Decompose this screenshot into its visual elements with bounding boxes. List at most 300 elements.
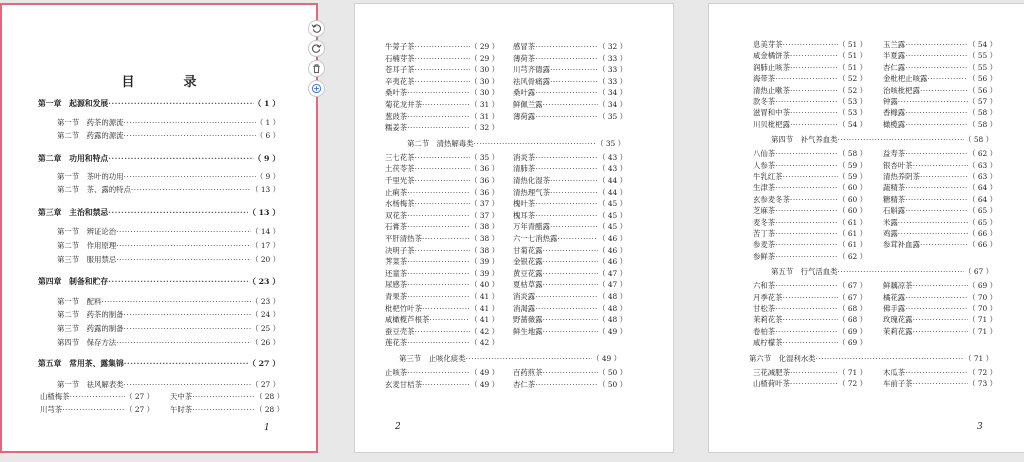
leader-dots (407, 211, 470, 221)
toc-item (753, 86, 867, 96)
leader-dots (905, 206, 968, 216)
leader-dots (535, 164, 598, 174)
leader-dots (775, 252, 838, 262)
entry-page: （ 35 ） (470, 152, 499, 162)
entry-title: 月季花茶 (753, 292, 783, 302)
leader-dots (543, 269, 599, 279)
entry-title: 糖精茶 (883, 194, 906, 204)
toc-item (513, 77, 627, 87)
toc-item (753, 218, 867, 228)
leader-dots (131, 185, 251, 195)
leader-dots (535, 54, 598, 64)
entry-page: （ 27 ） (125, 392, 154, 401)
leader-dots (905, 40, 968, 50)
toc-item (513, 380, 627, 390)
toc-item (513, 211, 627, 221)
leader-dots (535, 112, 598, 122)
entry-page: （ 64 ） (968, 194, 997, 204)
leader-dots (905, 368, 968, 378)
entry-page: （ 61 ） (838, 240, 867, 250)
entry-title: 菊花龙井茶 (385, 100, 422, 109)
toc-item (883, 97, 997, 107)
toc-item (883, 40, 997, 50)
entry-title: 第三节 止咳化痰类 (399, 354, 466, 363)
toc-section (57, 324, 280, 334)
toc-item (385, 211, 499, 221)
entry-page: （ 1 ） (255, 118, 280, 127)
toc-item (513, 292, 627, 302)
entry-page: （ 58 ） (968, 108, 997, 118)
leader-dots (775, 281, 838, 291)
toc-item (753, 51, 867, 61)
leader-dots (415, 65, 471, 75)
leader-dots (783, 40, 839, 50)
delete-page-button[interactable] (308, 60, 325, 77)
entry-page: （ 42 ） (470, 338, 499, 348)
entry-page: （ 24 ） (251, 310, 280, 319)
entry-title: 益寿茶 (883, 149, 906, 159)
entry-page: （ 29 ） (470, 42, 499, 51)
entry-page: （ 9 ） (253, 154, 280, 163)
entry-title: 川芎齐德露 (513, 65, 550, 75)
toc-item (40, 392, 154, 402)
entry-page: （ 28 ） (255, 392, 284, 401)
entry-page: （ 1 ） (253, 99, 280, 108)
leader-dots (920, 240, 968, 250)
leader-dots (543, 368, 599, 378)
toc-item (513, 246, 627, 256)
leader-dots (816, 354, 965, 364)
entry-page: （ 50 ） (598, 368, 627, 377)
entry-title: 石膏茶 (385, 222, 408, 232)
entry-page: （ 23 ） (251, 297, 280, 306)
leader-dots (124, 380, 252, 390)
toc-item (753, 74, 867, 84)
entry-page: （ 50 ） (598, 379, 627, 389)
entry-page: （ 52 ） (838, 85, 867, 95)
entry-page: （ 60 ） (838, 206, 867, 216)
entry-title: 苦丁茶 (753, 229, 776, 238)
entry-page: （ 36 ） (470, 176, 499, 185)
document-page-3[interactable] (708, 3, 1024, 453)
leader-dots (407, 269, 470, 279)
entry-page: （ 68 ） (838, 304, 867, 313)
entry-title: 六一七消热露 (513, 234, 558, 243)
entry-page: （ 14 ） (251, 227, 280, 236)
rotate-right-icon (311, 43, 322, 54)
entry-title: 钟露 (883, 97, 898, 106)
entry-page: （ 70 ） (968, 292, 997, 302)
entry-title: 清热止嗽茶 (753, 85, 790, 95)
leader-dots (913, 315, 969, 325)
entry-page: （ 36 ） (470, 164, 499, 174)
toc-item (385, 188, 499, 198)
toc-item (385, 269, 499, 279)
document-page-2[interactable] (354, 3, 674, 453)
leader-dots (407, 112, 470, 122)
entry-title: 蚕豆壳茶 (385, 326, 415, 336)
leader-dots (415, 176, 471, 186)
entry-page: （ 45 ） (598, 210, 627, 220)
entry-title: 第五章 常用茶、露集锦 (38, 359, 124, 368)
toc-section (57, 118, 280, 128)
leader-dots (913, 281, 969, 291)
entry-page: （ 71 ） (964, 353, 993, 363)
entry-title: 米露 (883, 217, 898, 227)
entry-title: 第二章 功用和特点 (38, 154, 109, 163)
toc-item (385, 234, 499, 244)
entry-title: 消炎露 (513, 292, 536, 301)
entry-title: 止咳茶 (385, 368, 408, 377)
entry-title: 第三节 药露的制备 (57, 324, 124, 333)
leader-dots (108, 208, 248, 218)
entry-page: （ 39 ） (470, 257, 499, 267)
entry-title: 鸡露 (883, 229, 898, 238)
leader-dots (543, 280, 599, 290)
leader-dots (543, 257, 599, 267)
toc-item (753, 97, 867, 107)
entry-page: （ 38 ） (470, 222, 499, 232)
leader-dots (192, 392, 255, 402)
leader-dots (905, 108, 968, 118)
entry-title: 苍耳子茶 (385, 65, 415, 75)
entry-page: （ 58 ） (838, 149, 867, 159)
entry-title: 万年青醋露 (513, 222, 550, 232)
toc-item (170, 392, 284, 402)
toc-section (749, 354, 993, 364)
entry-page: （ 62 ） (968, 149, 997, 159)
leader-dots (407, 88, 470, 98)
entry-title: 生津茶 (753, 183, 776, 193)
toc-item (883, 304, 997, 314)
entry-title: 八仙茶 (753, 149, 776, 159)
leader-dots (905, 120, 968, 130)
entry-title: 三七花茶 (385, 152, 415, 162)
leader-dots (913, 161, 969, 171)
entry-page: （ 54 ） (968, 40, 997, 49)
toc-section (57, 338, 280, 348)
add-page-icon (311, 83, 322, 94)
toc-section (57, 255, 280, 265)
leader-dots (124, 131, 256, 141)
document-page-1[interactable] (0, 3, 318, 453)
entry-page: （ 39 ） (470, 268, 499, 278)
entry-page: （ 71 ） (968, 326, 997, 336)
entry-title: 百药煎茶 (513, 368, 543, 377)
toc-item (385, 123, 499, 133)
leader-dots (550, 222, 598, 232)
entry-title: 野蔷薇露 (513, 315, 543, 325)
leader-dots (790, 379, 838, 389)
toc-item (385, 65, 499, 75)
toc-item (513, 368, 627, 378)
entry-title: 第四节 补气养血类 (771, 135, 838, 145)
entry-page: （ 49 ） (592, 354, 621, 363)
toc-item (513, 65, 627, 75)
entry-page: （ 54 ） (838, 119, 867, 129)
leader-dots (543, 327, 599, 337)
entry-page: （ 35 ） (598, 111, 627, 121)
entry-page: （ 6 ） (255, 131, 280, 140)
entry-title: 杏仁露 (883, 62, 906, 72)
leader-dots (124, 324, 252, 334)
toc-item (385, 246, 499, 256)
entry-title: 第四章 制备和贮存 (38, 277, 109, 286)
toc-item (385, 315, 499, 325)
leader-dots (415, 327, 471, 337)
entry-title: 清热理气茶 (513, 187, 550, 197)
entry-title: 滋胃和中茶 (753, 108, 790, 118)
toc-item (753, 120, 867, 130)
leader-dots (124, 172, 256, 182)
toc-item (40, 405, 154, 415)
leader-dots (557, 234, 598, 244)
toc-section (771, 267, 993, 277)
toc-item (883, 86, 997, 96)
toc-item (385, 54, 499, 64)
entry-page: （ 45 ） (598, 199, 627, 209)
toc-chapter (38, 99, 280, 109)
rotate-left-icon (311, 23, 322, 34)
entry-page: （ 52 ） (838, 74, 867, 84)
leader-dots (783, 338, 839, 348)
entry-title: 银杏叶茶 (883, 160, 913, 170)
toc-item (883, 368, 997, 378)
entry-title: 水杨梅茶 (385, 199, 415, 209)
leader-dots (550, 176, 598, 186)
entry-page: （ 48 ） (598, 303, 627, 313)
entry-page: （ 17 ） (251, 241, 280, 250)
toc-item (753, 368, 867, 378)
toc-item (883, 240, 997, 250)
entry-title: 尿感茶 (385, 280, 408, 290)
entry-title: 第一节 辨证论治 (57, 227, 117, 236)
entry-title: 桑叶露 (513, 88, 536, 98)
toc-item (385, 304, 499, 314)
entry-page: （ 66 ） (968, 240, 997, 250)
entry-page: （ 67 ） (838, 281, 867, 291)
toc-section (57, 227, 280, 237)
toc-item (883, 379, 997, 389)
leader-dots (415, 246, 471, 256)
entry-title: 甘菊花露 (513, 245, 543, 255)
leader-dots (422, 234, 470, 244)
entry-page: （ 71 ） (838, 367, 867, 377)
toc-item (753, 252, 867, 262)
leader-dots (905, 183, 968, 193)
entry-page: （ 47 ） (598, 268, 627, 278)
entry-page: （ 67 ） (964, 267, 993, 277)
leader-dots (905, 149, 968, 159)
entry-title: 第一节 配料 (57, 297, 102, 306)
entry-page: （ 62 ） (838, 251, 867, 261)
entry-page: （ 53 ） (838, 97, 867, 106)
entry-title: 第三章 主治和禁忌 (38, 208, 109, 217)
toc-chapter (38, 208, 280, 218)
leader-dots (422, 304, 470, 314)
toc-item (385, 222, 499, 232)
leader-dots (775, 161, 838, 171)
leader-dots (415, 42, 471, 52)
leader-dots (192, 405, 255, 415)
toc-item (513, 304, 627, 314)
entry-title: 石楠芽茶 (385, 53, 415, 63)
entry-title: 消炎茶 (513, 152, 536, 162)
entry-title: 甘松茶 (753, 304, 776, 313)
entry-page: （ 37 ） (470, 210, 499, 220)
toc-item (883, 161, 997, 171)
entry-title: 玫瑰花露 (883, 315, 913, 325)
leader-dots (535, 199, 598, 209)
toc-item (385, 327, 499, 337)
leader-dots (775, 304, 838, 314)
toc-item (753, 229, 867, 239)
entry-page: （ 30 ） (470, 76, 499, 86)
entry-title: 鲜藕凉茶 (883, 281, 913, 291)
toc-item (385, 164, 499, 174)
entry-page: （ 46 ） (598, 257, 627, 267)
leader-dots (783, 293, 839, 303)
entry-title: 葱豉茶 (385, 111, 408, 121)
toc-chapter (38, 359, 280, 369)
entry-title: 玉兰露 (883, 40, 906, 49)
page-number: 3 (977, 422, 983, 432)
toc-item (513, 257, 627, 267)
toc-item (883, 51, 997, 61)
entry-page: （ 61 ） (838, 217, 867, 227)
toc-section (57, 297, 280, 307)
toc-item (753, 183, 867, 193)
toc-item (753, 172, 867, 182)
entry-title: 第二节 作用原理 (57, 241, 117, 250)
leader-dots (543, 246, 599, 256)
leader-dots (920, 172, 968, 182)
leader-dots (422, 100, 470, 110)
entry-page: （ 57 ） (968, 97, 997, 106)
toc-chapter (38, 277, 280, 287)
entry-page: （ 73 ） (968, 379, 997, 388)
leader-dots (474, 139, 597, 149)
leader-dots (905, 195, 968, 205)
toc-item (753, 304, 867, 314)
entry-title: 橄榄露 (883, 119, 906, 129)
entry-title: 清热化湿茶 (513, 176, 550, 185)
add-page-button[interactable] (308, 80, 325, 97)
toc-item (513, 199, 627, 209)
leader-dots (415, 199, 471, 209)
toc-item (753, 240, 867, 250)
toc-section (57, 241, 280, 251)
toc-item (385, 280, 499, 290)
toc-item (513, 42, 627, 52)
rotate-left-button[interactable] (308, 20, 325, 37)
toc-item (385, 338, 499, 348)
leader-dots (124, 118, 256, 128)
entry-page: （ 70 ） (968, 304, 997, 313)
leader-dots (775, 240, 838, 250)
entry-title: 玄麦甘桔茶 (385, 379, 422, 389)
entry-title: 山楂荷叶茶 (753, 379, 790, 388)
leader-dots (535, 88, 598, 98)
entry-page: （ 56 ） (968, 85, 997, 95)
entry-title: 石斛露 (883, 206, 906, 216)
entry-title: 金枇杷止咳露 (883, 74, 928, 84)
leader-dots (422, 380, 470, 390)
entry-title: 咸橄榄芦根茶 (385, 315, 430, 325)
entry-title: 枇杷竹叶茶 (385, 303, 422, 313)
leader-dots (550, 77, 598, 87)
leader-dots (415, 77, 471, 87)
entry-title: 茉莉花露 (883, 326, 913, 336)
entry-title: 清热养阴茶 (883, 172, 920, 181)
entry-title: 黄豆花露 (513, 268, 543, 278)
toc-item (883, 281, 997, 291)
toc-item (385, 368, 499, 378)
leader-dots (790, 86, 838, 96)
entry-page: （ 72 ） (968, 367, 997, 377)
toc-item (753, 281, 867, 291)
leader-dots (905, 63, 968, 73)
toc-item (170, 405, 284, 415)
entry-title: 半夏露 (883, 51, 906, 61)
entry-title: 鲜生地露 (513, 326, 543, 336)
rotate-right-button[interactable] (308, 40, 325, 57)
entry-page: （ 36 ） (470, 187, 499, 197)
entry-page: （ 35 ） (596, 138, 625, 148)
entry-page: （ 69 ） (968, 281, 997, 291)
entry-page: （ 44 ） (598, 187, 627, 197)
entry-page: （ 59 ） (838, 160, 867, 170)
toc-item (513, 222, 627, 232)
entry-page: （ 47 ） (598, 280, 627, 290)
entry-title: 感冒茶 (513, 42, 536, 51)
entry-title: 青果茶 (385, 292, 408, 301)
entry-page: （ 20 ） (251, 255, 280, 264)
entry-page: （ 56 ） (968, 74, 997, 84)
leader-dots (543, 100, 599, 110)
toc-item (513, 315, 627, 325)
leader-dots (535, 211, 598, 221)
leader-dots (898, 97, 968, 107)
entry-page: （ 68 ） (838, 315, 867, 325)
entry-title: 荠菜茶 (385, 257, 408, 267)
page-toolbar (308, 20, 328, 97)
toc-item (385, 42, 499, 52)
entry-page: （ 61 ） (838, 229, 867, 238)
toc-item (513, 153, 627, 163)
entry-page: （ 64 ） (968, 183, 997, 193)
entry-title: 咸柠檬茶 (753, 338, 783, 348)
toc-section (57, 131, 280, 141)
entry-page: （ 33 ） (598, 65, 627, 75)
entry-page: （ 26 ） (251, 338, 280, 347)
entry-page: （ 63 ） (968, 160, 997, 170)
entry-page: （ 72 ） (838, 379, 867, 388)
entry-page: （ 31 ） (470, 100, 499, 109)
entry-page: （ 43 ） (598, 152, 627, 162)
entry-page: （ 34 ） (598, 88, 627, 98)
leader-dots (775, 206, 838, 216)
entry-page: （ 65 ） (968, 206, 997, 216)
leader-dots (535, 380, 598, 390)
toc-item (513, 164, 627, 174)
leader-dots (790, 108, 838, 118)
entry-title: 夏枯草露 (513, 280, 543, 290)
leader-dots (913, 379, 969, 389)
leader-dots (407, 123, 470, 133)
toc-section (57, 185, 280, 195)
leader-dots (62, 405, 125, 415)
